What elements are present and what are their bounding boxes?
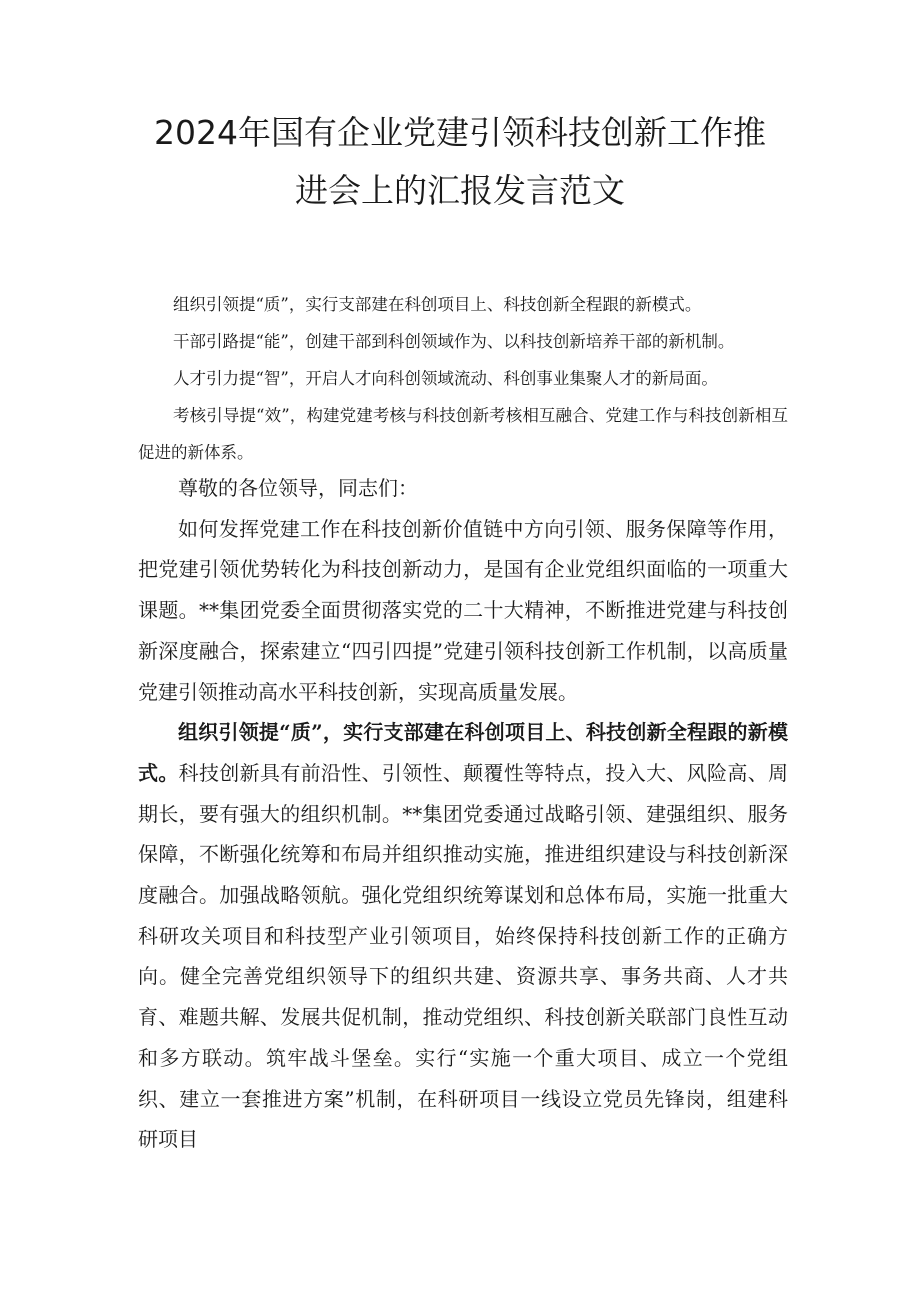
section-1-paragraph [138,712,788,1160]
section-1-text: 科技创新具有前沿性、引领性、颠覆性等特点，投入大、风险高、周期长，要有强大的组织机制。**集团党委通过战略引领、建强组织、服务保障，不断强化统筹和布局并组织推动实施，推进组织建设与科技创新深度融合。加强战略领航。强化党组织统筹谋划和总体布局，实施一批重大科研攻关项目和科技型产业引领项目，始终保持科技创新工作的正确方向。健全完善党组织领导下的组织共建、资源共享、事务共商、人才共育、难题共解、发展共促机制，推动党组织、科技创新关联部门良性互动和多方联动。筑牢战斗堡垒。实行“实施一个重大项目、成立一个党组织、建立一套推进方案”机制，在科研项目一线设立党员先锋岗，组建科研项目 [138,760,789,1152]
intro-paragraph: 如何发挥党建工作在科技创新价值链中方向引领、服务保障等作用，把党建引领优势转化为科技创新动力，是国有企业党组织面临的一项重大课题。**集团党委全面贯彻落实党的二十大精神，不断推进党建与科技创新深度融合，探索建立“四引四提”党建引领科技创新工作机制，以高质量党建引领推动高水平科技创新，实现高质量发展。 [138,516,788,704]
salutation: 尊敬的各位领导，同志们： [178,476,418,500]
document-title [120,104,800,220]
summary-point: 组织引领提“质”，实行支部建在科创项目上、科技创新全程跟的新模式。 [173,295,702,314]
summary-point: 考核引导提“效”，构建党建考核与科技创新考核相互融合、党建工作与科技创新相互促进的新体系。 [138,406,788,462]
document-body [138,468,788,1160]
section-1-heading: 组织引领提“质”，实行支部建在科创项目上、科技创新全程跟的新模式。 [138,720,788,785]
summary-points [138,286,788,471]
title-line-2: 进会上的汇报发言范文 [295,171,625,210]
title-line-1: 2024年国有企业党建引领科技创新工作推 [154,113,766,152]
summary-point: 人才引力提“智”，开启人才向科创领域流动、科创事业集聚人才的新局面。 [173,369,718,388]
summary-point: 干部引路提“能”，创建干部到科创领域作为、以科技创新培养干部的新机制。 [173,332,735,351]
